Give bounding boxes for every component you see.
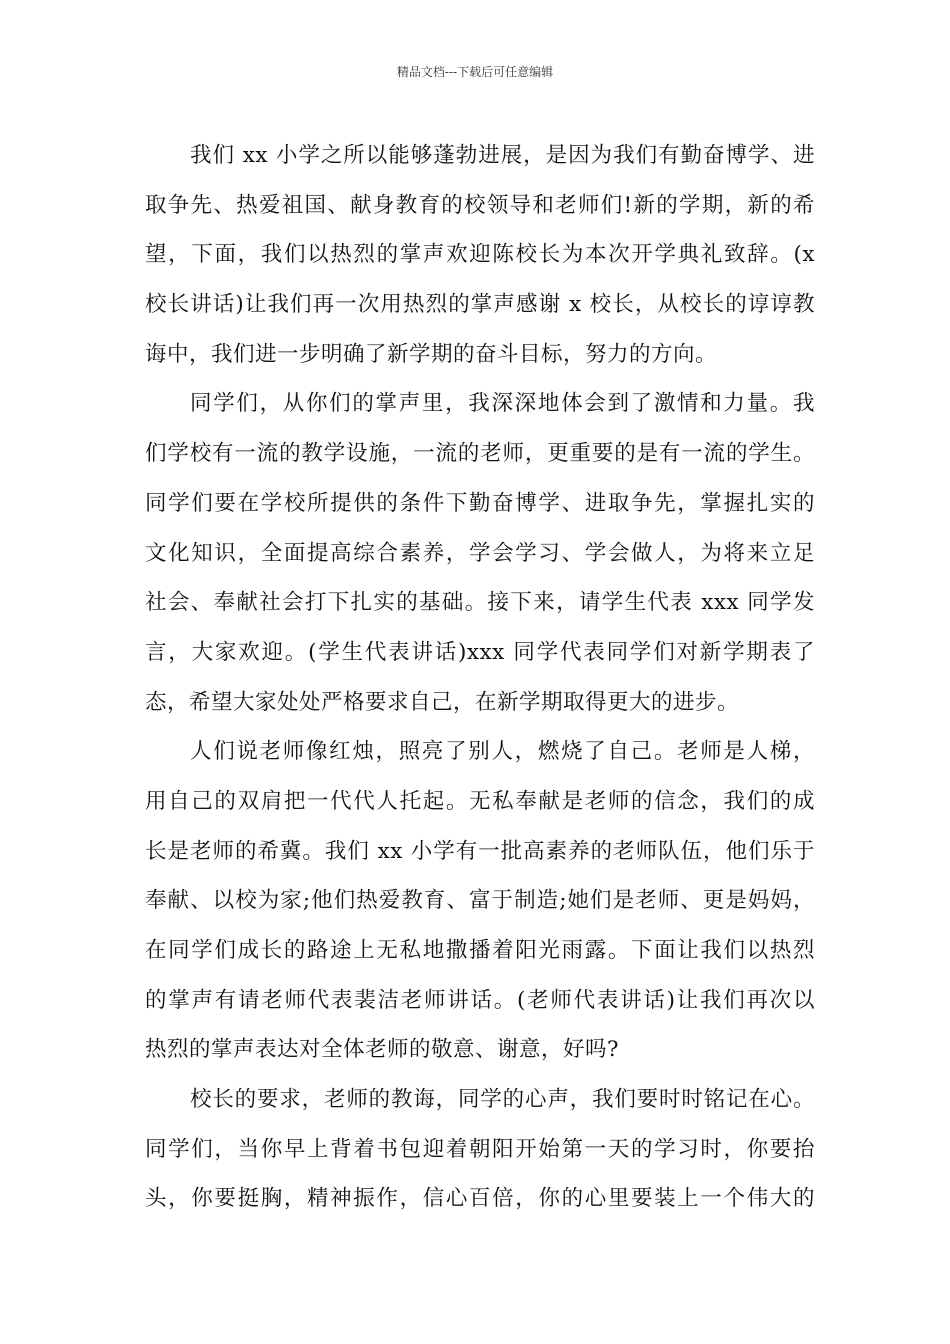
- paragraph-2: [145, 379, 815, 727]
- text-line: 我们 xx 小学之所以能够蓬勃进展，是因为我们有勤奋博学、进: [190, 143, 815, 168]
- paragraph-3: [145, 727, 815, 1075]
- text-line: 人们说老师像红烛，照亮了别人，燃烧了自己。老师是人梯，: [190, 739, 815, 765]
- page-header: 精品文档---下载后可任意编辑: [396, 65, 554, 79]
- text-line: 头，你要挺胸，精神振作，信心百倍，你的心里要装上一个伟大的: [145, 1186, 815, 1212]
- text-line: 同学们要在学校所提供的条件下勤奋博学、进取争先，掌握扎实的: [145, 490, 815, 516]
- text-line: 社会、奉献社会打下扎实的基础。接下来，请学生代表 xxx 同学发: [145, 590, 815, 616]
- text-line: 校长讲话)让我们再一次用热烈的掌声感谢 x 校长，从校长的谆谆教: [145, 292, 815, 318]
- text-line: 热烈的掌声表达对全体老师的敬意、谢意，好吗?: [145, 1037, 620, 1063]
- text-line: 长是老师的希冀。我们 xx 小学有一批高素养的老师队伍，他们乐于: [145, 838, 815, 864]
- text-line: 取争先、热爱祖国、献身教育的校领导和老师们!新的学期，新的希: [145, 192, 815, 218]
- text-line: 用自己的双肩把一代代人托起。无私奉献是老师的信念，我们的成: [145, 788, 815, 814]
- text-line: 言，大家欢迎。(学生代表讲话)xxx 同学代表同学们对新学期表了: [145, 639, 815, 665]
- text-line: 们学校有一流的教学设施，一流的老师，更重要的是有一流的学生。: [145, 441, 815, 467]
- paragraph-4: [145, 1075, 815, 1224]
- paragraph-1: [145, 131, 815, 379]
- text-line: 望，下面，我们以热烈的掌声欢迎陈校长为本次开学典礼致辞。(x: [145, 242, 815, 268]
- text-line: 同学们，从你们的掌声里，我深深地体会到了激情和力量。我: [190, 391, 815, 417]
- text-line: 的掌声有请老师代表裴洁老师讲话。(老师代表讲话)让我们再次以: [145, 987, 815, 1013]
- text-line: 校长的要求，老师的教诲，同学的心声，我们要时时铭记在心。: [190, 1087, 815, 1113]
- document-body: [145, 131, 815, 1224]
- text-line: 奉献、以校为家;他们热爱教育、富于制造;她们是老师、更是妈妈，: [145, 888, 815, 914]
- text-line: 同学们，当你早上背着书包迎着朝阳开始第一天的学习时，你要抬: [145, 1136, 815, 1162]
- text-line: 文化知识，全面提高综合素养，学会学习、学会做人，为将来立足: [145, 540, 815, 566]
- text-line: 诲中，我们进一步明确了新学期的奋斗目标，努力的方向。: [145, 341, 718, 367]
- text-line: 态，希望大家处处严格要求自己，在新学期取得更大的进步。: [145, 689, 740, 715]
- text-line: 在同学们成长的路途上无私地撒播着阳光雨露。下面让我们以热烈: [145, 938, 815, 963]
